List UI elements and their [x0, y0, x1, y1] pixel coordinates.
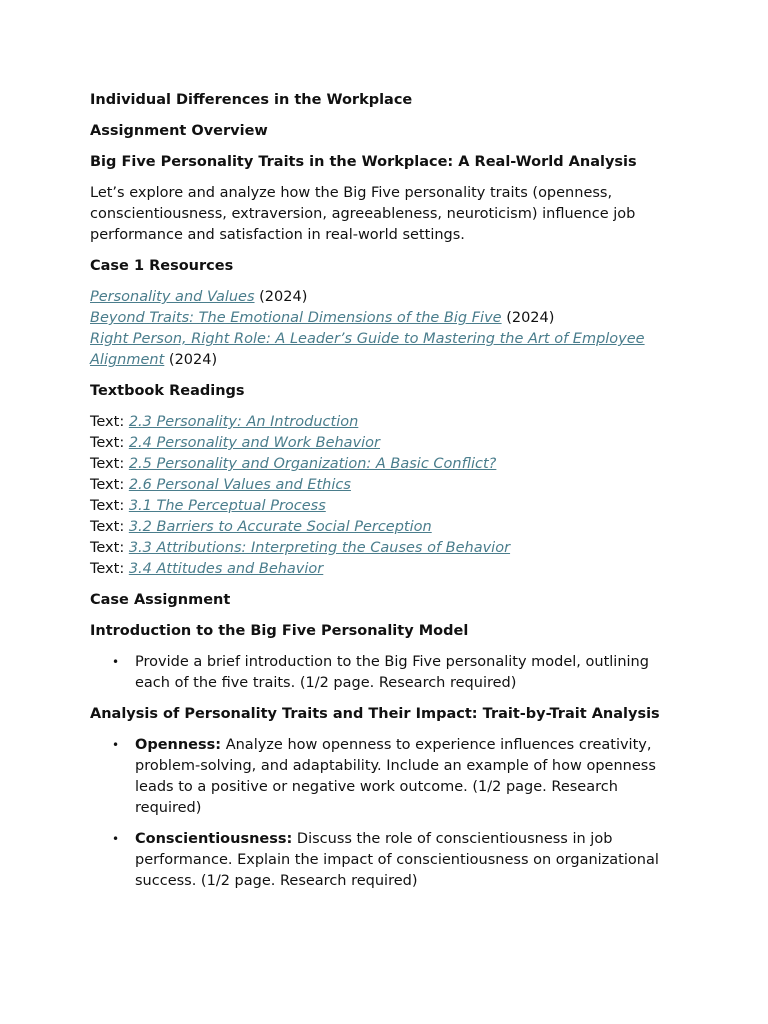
reading-item — [90, 538, 685, 559]
reading-prefix: Text: — [90, 414, 129, 430]
resource-year: (2024) — [254, 289, 308, 305]
list-item — [112, 829, 685, 892]
reading-link[interactable]: 2.4 Personality and Work Behavior — [128, 435, 381, 451]
assignment-subtitle: Big Five Personality Traits in the Workplace: A Real-World Analysis — [90, 154, 637, 170]
overview-heading: Assignment Overview — [90, 123, 268, 139]
reading-prefix: Text: — [90, 498, 129, 514]
reading-item — [90, 496, 685, 517]
resource-link[interactable]: Personality and Values — [90, 289, 255, 305]
list-item-text: Provide a brief introduction to the Big Five personality model, outlining each of the five traits. (1/2 page. Research required) — [135, 654, 649, 691]
list-item — [112, 735, 685, 819]
reading-prefix: Text: — [90, 477, 129, 493]
reading-item — [90, 412, 685, 433]
analysis-bullet-list — [90, 735, 685, 892]
readings-list — [90, 412, 685, 580]
list-item — [112, 652, 685, 694]
reading-item — [90, 433, 685, 454]
intro-paragraph: Let’s explore and analyze how the Big Five personality traits (openness, conscientiousness, extraversion, agreeableness, neuroticism) influence job performance and satisfaction in real-world settings. — [90, 185, 636, 243]
reading-link[interactable]: 3.4 Attitudes and Behavior — [128, 561, 324, 577]
resource-item — [90, 287, 685, 308]
resources-heading: Case 1 Resources — [90, 258, 234, 274]
resource-link[interactable]: Beyond Traits: The Emotional Dimensions of the Big Five — [90, 310, 502, 326]
document-title: Individual Differences in the Workplace — [90, 92, 413, 108]
list-item-text: Analyze how openness to experience influences creativity, problem-solving, and adaptability. Include an example of how openness leads to a positive or negative work outcome. (1/2 page. Research required) — [135, 737, 656, 816]
reading-link[interactable]: 2.5 Personality and Organization: A Basic Conflict? — [128, 456, 497, 472]
resource-year: (2024) — [164, 352, 218, 368]
reading-item — [90, 559, 685, 580]
bullet-icon: • — [112, 832, 120, 846]
analysis-section-heading: Analysis of Personality Traits and Their Impact: Trait-by-Trait Analysis — [90, 706, 660, 722]
reading-prefix: Text: — [90, 435, 129, 451]
reading-link[interactable]: 3.3 Attributions: Interpreting the Causes of Behavior — [128, 540, 511, 556]
reading-link[interactable]: 3.2 Barriers to Accurate Social Perception — [128, 519, 432, 535]
reading-item — [90, 454, 685, 475]
resource-item — [90, 308, 685, 329]
readings-heading: Textbook Readings — [90, 383, 245, 399]
reading-link[interactable]: 2.6 Personal Values and Ethics — [128, 477, 351, 493]
case-assignment-heading: Case Assignment — [90, 592, 231, 608]
reading-prefix: Text: — [90, 456, 129, 472]
reading-item — [90, 517, 685, 538]
trait-name: Openness: — [135, 737, 222, 753]
bullet-icon: • — [112, 655, 120, 669]
reading-item — [90, 475, 685, 496]
reading-prefix: Text: — [90, 519, 129, 535]
trait-name: Conscientiousness: — [135, 831, 293, 847]
intro-section-heading: Introduction to the Big Five Personality Model — [90, 623, 469, 639]
resource-item — [90, 329, 685, 371]
reading-prefix: Text: — [90, 561, 129, 577]
document-page — [90, 90, 685, 902]
resource-year: (2024) — [501, 310, 555, 326]
resource-link[interactable]: Right Person, Right Role: A Leader’s Guide to Mastering the Art of Employee Alignment — [90, 331, 645, 368]
list-item-text: Discuss the role of conscientiousness in job performance. Explain the impact of conscientiousness on organizational success. (1/2 page. Research required) — [135, 831, 659, 889]
resources-list — [90, 287, 685, 371]
reading-prefix: Text: — [90, 540, 129, 556]
reading-link[interactable]: 2.3 Personality: An Introduction — [128, 414, 359, 430]
reading-link[interactable]: 3.1 The Perceptual Process — [128, 498, 326, 514]
bullet-icon: • — [112, 738, 120, 752]
intro-bullet-list — [90, 652, 685, 694]
